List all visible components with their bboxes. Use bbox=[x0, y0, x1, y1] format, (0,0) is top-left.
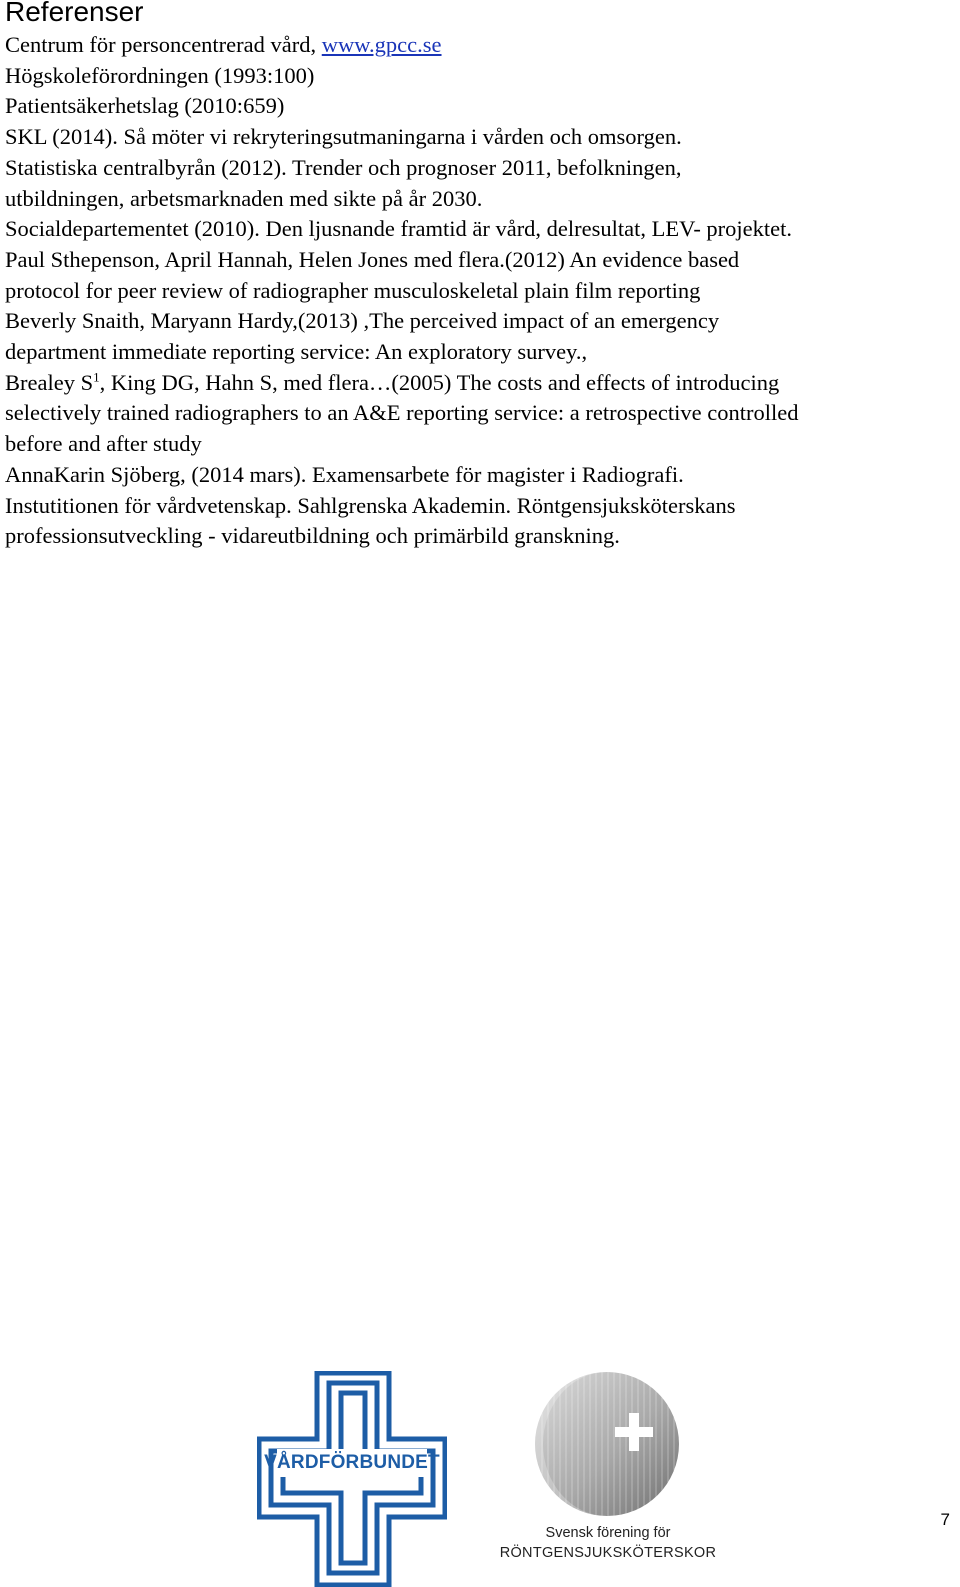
reference-item-continued: department immediate reporting service: An exploratory survey., bbox=[5, 339, 588, 365]
reference-list bbox=[5, 30, 955, 552]
vardforbundet-wordmark: VÅRDFÖRBUNDET bbox=[264, 1452, 440, 1473]
reference-item: Högskoleförordningen (1993:100) bbox=[5, 62, 315, 88]
reference-item: SKL (2014). Så möter vi rekryteringsutmaningarna i vården och omsorgen. bbox=[5, 124, 682, 150]
reference-item-continued: utbildningen, arbetsmarknaden med sikte på år 2030. bbox=[5, 185, 483, 211]
reference-item-continued: before and after study bbox=[5, 431, 202, 457]
reference-item-continued: protocol for peer review of radiographer musculoskeletal plain film reporting bbox=[5, 277, 701, 303]
reference-item: Socialdepartementet (2010). Den ljusnande framtid är vård, delresultat, LEV- projektet. bbox=[5, 216, 793, 242]
reference-item: AnnaKarin Sjöberg, (2014 mars). Examensarbete för magister i Radiografi. bbox=[5, 461, 684, 487]
reference-item: Beverly Snaith, Maryann Hardy,(2013) ,The perceived impact of an emergency bbox=[5, 308, 720, 334]
gpcc-link[interactable]: www.gpcc.se bbox=[321, 32, 442, 57]
reference-item-continued: professionsutveckling - vidareutbildning och primärbild granskning. bbox=[5, 523, 620, 549]
rontgensjukskoterskor-logo bbox=[532, 1369, 682, 1519]
reference-item-continued: Instutitionen för vårdvetenskap. Sahlgrenska Akademin. Röntgensjuksköterskans bbox=[5, 492, 736, 518]
reference-item: Statistiska centralbyrån (2012). Trender och prognoser 2011, befolkningen, bbox=[5, 154, 682, 180]
superscript: 1 bbox=[93, 369, 100, 385]
reference-item: Paul Sthepenson, April Hannah, Helen Jones med flera.(2012) An evidence based bbox=[5, 246, 740, 272]
rf-caption: Svensk förening för RÖNTGENSJUKSKÖTERSKOR bbox=[499, 1525, 717, 1561]
vardforbundet-logo bbox=[257, 1371, 447, 1587]
reference-item: Centrum för personcentrerad vård, www.gpcc.se bbox=[5, 32, 442, 57]
reference-item: Patientsäkerhetslag (2010:659) bbox=[5, 93, 285, 119]
reference-item-continued: selectively trained radiographers to an A&E reporting service: a retrospective controlled bbox=[5, 400, 799, 426]
references-heading: Referenser bbox=[5, 0, 144, 27]
page-number: 7 bbox=[940, 1510, 950, 1529]
reference-item: Brealey $S^1$, King DG, Hahn S, med flera…(2005) The costs and effects of introducing bbox=[5, 369, 780, 395]
